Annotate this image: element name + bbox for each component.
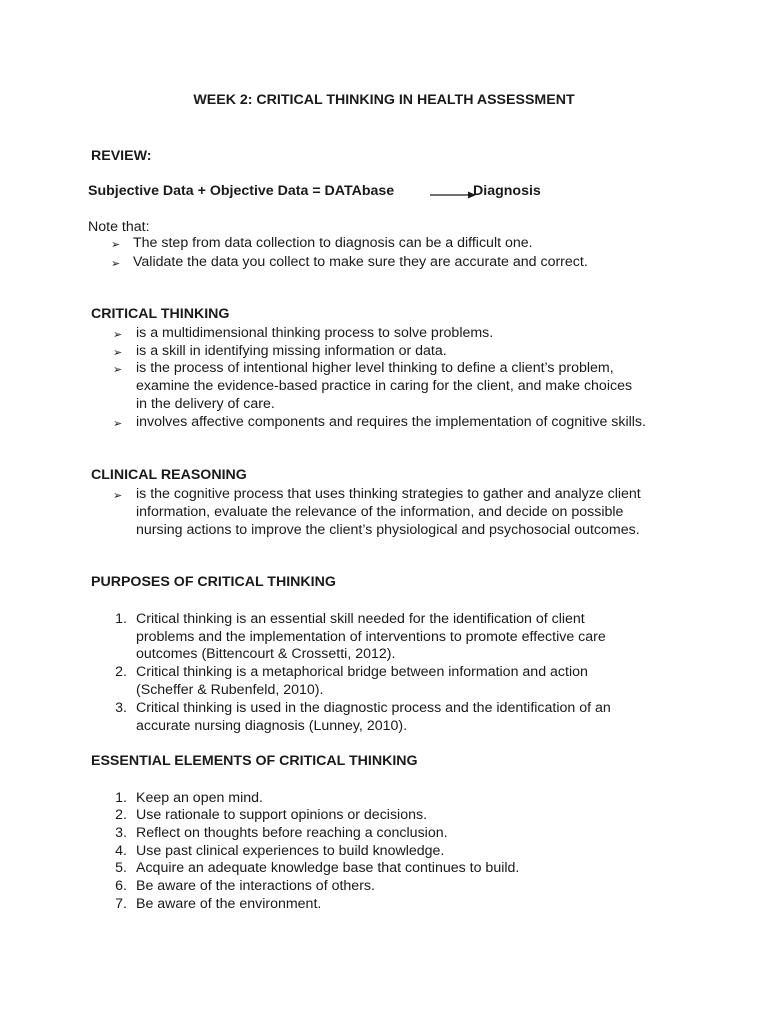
bullet-arrow-icon: ➢ <box>111 258 121 270</box>
list-item: is the process of intentional higher level thinking to define a client’s problem, <box>136 360 614 376</box>
list-item: Keep an open mind. <box>136 790 263 806</box>
list-item-continuation: information, evaluate the relevance of the information, and decide on possible <box>136 504 624 520</box>
list-item: Be aware of the environment. <box>136 896 322 912</box>
list-item-continuation: outcomes (Bittencourt & Crossetti, 2012). <box>136 646 396 662</box>
bullet-arrow-icon: ➢ <box>113 347 123 359</box>
bullet-arrow-icon: ➢ <box>113 490 123 502</box>
purposes-heading: PURPOSES OF CRITICAL THINKING <box>91 574 336 590</box>
right-arrow-icon <box>430 189 476 199</box>
bullet-arrow-icon: ➢ <box>111 239 121 251</box>
list-item-continuation: (Scheffer & Rubenfeld, 2010). <box>136 682 324 698</box>
clinical-reasoning-heading: CLINICAL REASONING <box>91 467 247 483</box>
list-item: is the cognitive process that uses thinking strategies to gather and analyze client <box>136 486 641 502</box>
list-number: 2. <box>115 664 127 680</box>
list-number: 4. <box>115 843 127 859</box>
list-item: Validate the data you collect to make sure they are accurate and correct. <box>133 254 588 270</box>
list-item: Critical thinking is used in the diagnostic process and the identification of an <box>136 700 611 716</box>
bullet-arrow-icon: ➢ <box>113 364 123 376</box>
list-item: The step from data collection to diagnosis can be a difficult one. <box>133 235 533 251</box>
list-number: 1. <box>115 611 127 627</box>
list-item: involves affective components and requires the implementation of cognitive skills. <box>136 414 646 430</box>
list-item: Acquire an adequate knowledge base that continues to build. <box>136 860 520 876</box>
list-item: Use rationale to support opinions or decisions. <box>136 807 428 823</box>
essential-elements-heading: ESSENTIAL ELEMENTS OF CRITICAL THINKING <box>91 753 418 769</box>
list-number: 5. <box>115 860 127 876</box>
bullet-arrow-icon: ➢ <box>113 329 123 341</box>
list-item: is a multidimensional thinking process to solve problems. <box>136 325 494 341</box>
list-item: Be aware of the interactions of others. <box>136 878 375 894</box>
list-number: 2. <box>115 807 127 823</box>
list-item-continuation: nursing actions to improve the client’s physiological and psychosocial outcomes. <box>136 522 640 538</box>
list-item: Critical thinking is a metaphorical bridge between information and action <box>136 664 588 680</box>
review-formula: Subjective Data + Objective Data = DATAbase <box>88 183 395 199</box>
list-item: Use past clinical experiences to build knowledge. <box>136 843 445 859</box>
list-item: Reflect on thoughts before reaching a conclusion. <box>136 825 448 841</box>
list-number: 6. <box>115 878 127 894</box>
note-label: Note that: <box>88 219 150 235</box>
list-item: is a skill in identifying missing information or data. <box>136 343 447 359</box>
review-heading: REVIEW: <box>91 148 152 164</box>
bullet-arrow-icon: ➢ <box>113 418 123 430</box>
list-item-continuation: problems and the implementation of interventions to promote effective care <box>136 629 606 645</box>
list-item-continuation: in the delivery of care. <box>136 396 275 412</box>
page-title: WEEK 2: CRITICAL THINKING IN HEALTH ASSESSMENT <box>193 92 575 108</box>
list-number: 7. <box>115 896 127 912</box>
list-number: 3. <box>115 825 127 841</box>
list-item-continuation: examine the evidence-based practice in caring for the client, and make choices <box>136 378 633 394</box>
list-number: 3. <box>115 700 127 716</box>
critical-thinking-heading: CRITICAL THINKING <box>91 306 230 322</box>
list-item-continuation: accurate nursing diagnosis (Lunney, 2010). <box>136 718 408 734</box>
list-number: 1. <box>115 790 127 806</box>
list-item: Critical thinking is an essential skill needed for the identification of client <box>136 611 585 627</box>
review-result: Diagnosis <box>473 183 541 199</box>
